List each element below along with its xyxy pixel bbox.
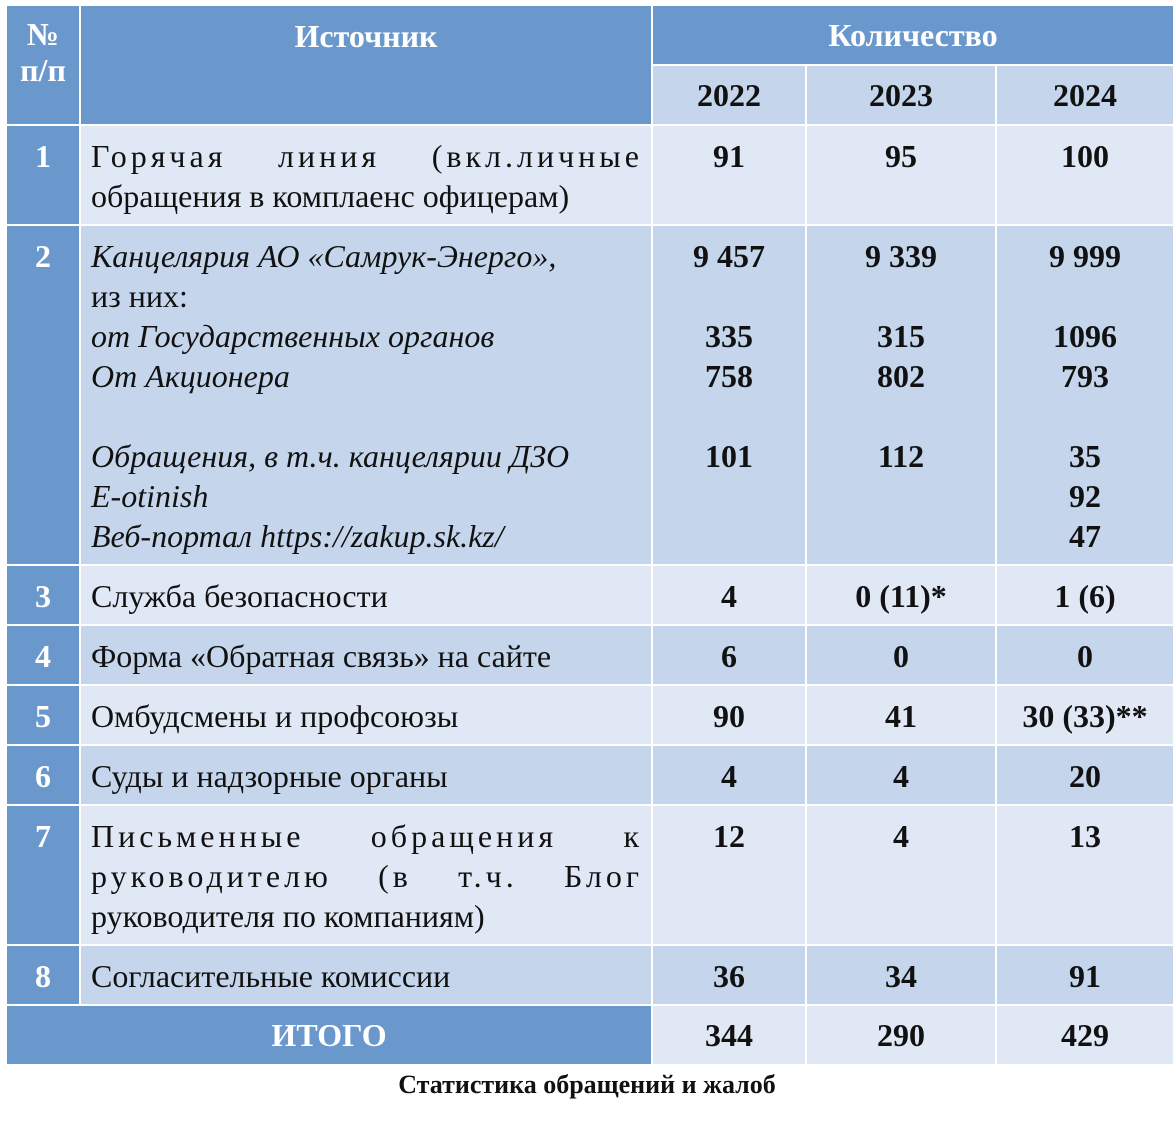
source-line	[91, 396, 643, 436]
header-source: Источник	[80, 5, 652, 125]
value-line: 793	[1061, 358, 1109, 394]
row-source: Согласительные комиссии	[80, 945, 652, 1005]
source-line: E-otinish	[91, 478, 209, 514]
value-line	[807, 516, 995, 556]
header-number-line1: №	[26, 16, 60, 52]
value-2022: 4	[652, 565, 806, 625]
value-line	[653, 516, 805, 556]
value-2024: 20	[996, 745, 1174, 805]
value-line	[653, 396, 805, 436]
value-line: 9 457	[693, 238, 765, 274]
value-line	[653, 476, 805, 516]
row-source	[80, 225, 652, 565]
row-source: Служба безопасности	[80, 565, 652, 625]
value-line: 9 999	[1049, 238, 1121, 274]
header-year-2023: 2023	[806, 65, 996, 125]
source-line: Обращения, в т.ч. канцелярии ДЗО	[91, 438, 570, 474]
row-number: 8	[6, 945, 80, 1005]
row-number: 6	[6, 745, 80, 805]
value-line	[807, 476, 995, 516]
total-2023: 290	[806, 1005, 996, 1065]
table-row	[6, 745, 1174, 805]
row-source	[80, 125, 652, 225]
value-line	[997, 396, 1173, 436]
table-row	[6, 625, 1174, 685]
source-line: Письменные обращения к	[91, 818, 643, 854]
source-line: из них:	[91, 278, 188, 314]
table-row	[6, 225, 1174, 565]
header-year-2024: 2024	[996, 65, 1174, 125]
value-2022: 12	[652, 805, 806, 945]
value-2024	[996, 225, 1174, 565]
value-line: 101	[705, 438, 753, 474]
value-2023: 4	[806, 745, 996, 805]
value-line: 92	[1069, 478, 1101, 514]
value-2023	[806, 225, 996, 565]
source-line: руководителя по компаниям)	[91, 898, 485, 934]
table-caption: Статистика обращений и жалоб	[398, 1070, 776, 1099]
value-2022	[652, 225, 806, 565]
value-line	[997, 276, 1173, 316]
value-line	[807, 396, 995, 436]
row-source: Форма «Обратная связь» на сайте	[80, 625, 652, 685]
value-line: 47	[1069, 518, 1101, 554]
value-line: 802	[877, 358, 925, 394]
value-line: 315	[877, 318, 925, 354]
row-number: 5	[6, 685, 80, 745]
source-line: обращения в комплаенс офицерам)	[91, 178, 570, 214]
value-2024: 100	[996, 125, 1174, 225]
value-line	[807, 276, 995, 316]
value-2024: 91	[996, 945, 1174, 1005]
row-source: Омбудсмены и профсоюзы	[80, 685, 652, 745]
source-line: от Государственных органов	[91, 318, 495, 354]
value-2023: 4	[806, 805, 996, 945]
value-line: 35	[1069, 438, 1101, 474]
value-line: 9 339	[865, 238, 937, 274]
value-2022: 36	[652, 945, 806, 1005]
header-year-2022: 2022	[652, 65, 806, 125]
value-2024: 13	[996, 805, 1174, 945]
value-2022: 91	[652, 125, 806, 225]
value-2024: 30 (33)**	[996, 685, 1174, 745]
value-2022: 6	[652, 625, 806, 685]
value-line: 1096	[1053, 318, 1117, 354]
row-number: 4	[6, 625, 80, 685]
total-row	[6, 1005, 1174, 1065]
value-2023: 41	[806, 685, 996, 745]
total-label: ИТОГО	[6, 1005, 652, 1065]
value-2022: 4	[652, 745, 806, 805]
header-number-line2: п/п	[20, 52, 66, 88]
row-number: 3	[6, 565, 80, 625]
value-2023: 0	[806, 625, 996, 685]
row-number: 7	[6, 805, 80, 945]
source-line: Горячая линия (вкл.личные	[91, 138, 643, 174]
table-row	[6, 805, 1174, 945]
value-2023: 0 (11)*	[806, 565, 996, 625]
value-line: 112	[877, 438, 925, 474]
row-source: Суды и надзорные органы	[80, 745, 652, 805]
table-row	[6, 125, 1174, 225]
table-row	[6, 685, 1174, 745]
table-row	[6, 565, 1174, 625]
header-quantity: Количество	[652, 5, 1174, 65]
table-row	[6, 945, 1174, 1005]
value-2023: 34	[806, 945, 996, 1005]
value-2022: 90	[652, 685, 806, 745]
header-number	[6, 5, 80, 125]
value-line: 335	[705, 318, 753, 354]
source-line: Веб-портал https://zakup.sk.kz/	[91, 518, 504, 554]
value-2023: 95	[806, 125, 996, 225]
source-line: От Акционера	[91, 358, 290, 394]
row-number: 2	[6, 225, 80, 565]
value-2024: 0	[996, 625, 1174, 685]
row-number: 1	[6, 125, 80, 225]
source-line: руководителю (в т.ч. Блог	[91, 858, 643, 894]
value-2024: 1 (6)	[996, 565, 1174, 625]
appeals-statistics-table	[5, 4, 1174, 1066]
total-2022: 344	[652, 1005, 806, 1065]
row-source	[80, 805, 652, 945]
source-line: Канцелярия АО «Самрук-Энерго»,	[91, 238, 557, 274]
total-2024: 429	[996, 1005, 1174, 1065]
value-line	[653, 276, 805, 316]
value-line: 758	[705, 358, 753, 394]
